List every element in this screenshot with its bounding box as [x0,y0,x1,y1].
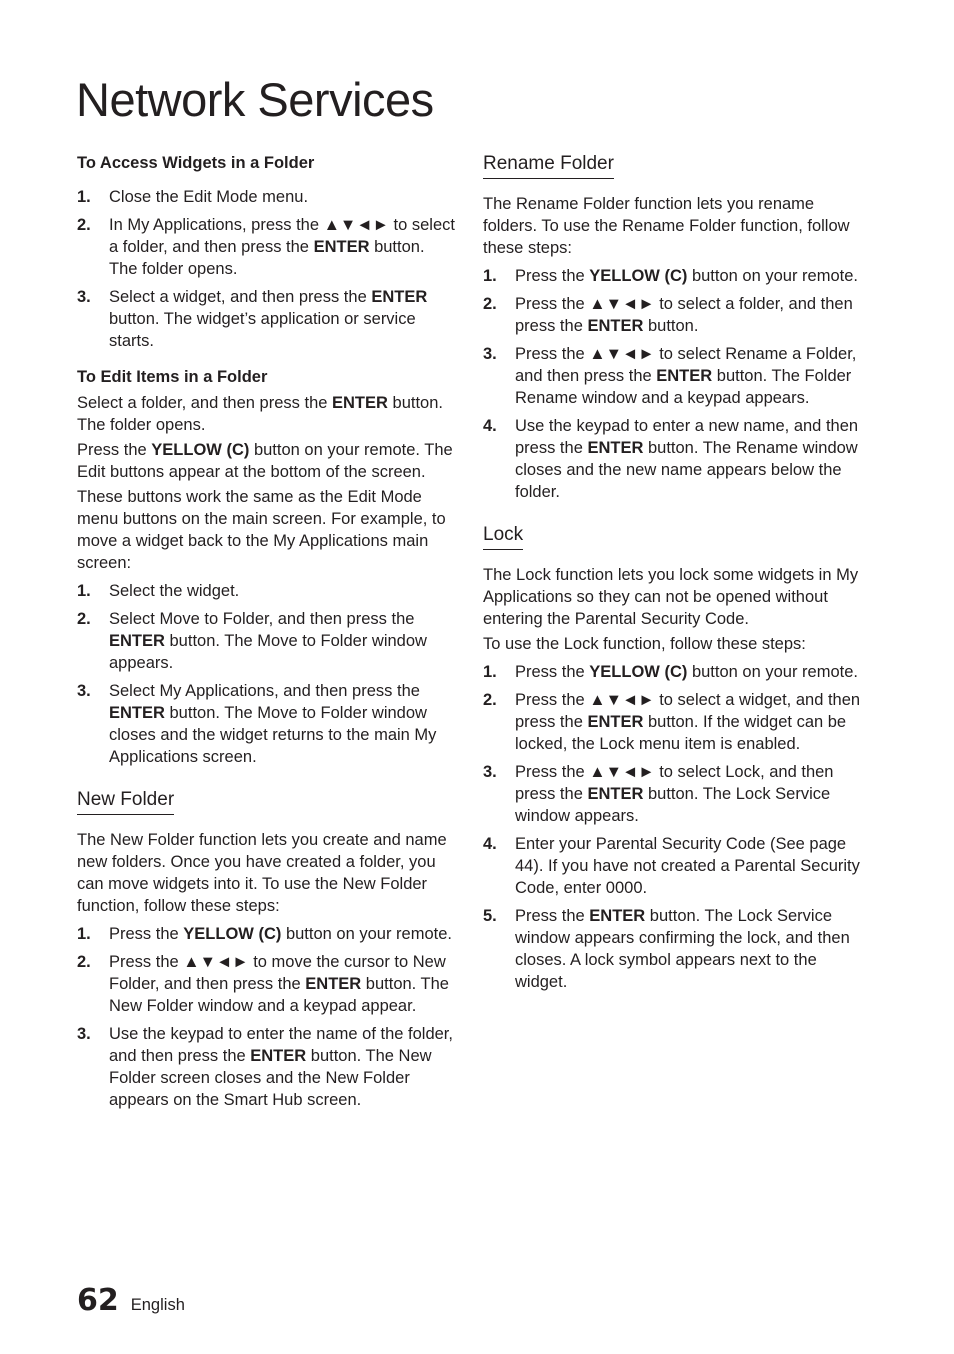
step-text: Select Move to Folder, and then press the [109,610,415,628]
step-number: 5. [483,907,497,925]
right-column [483,152,863,999]
rename-folder-steps [483,265,863,503]
button-name: ENTER [587,317,644,335]
step-number: 1. [483,267,497,285]
step-text: button. The Folder Rename window and a keypad appears. [515,367,852,407]
edit-paragraph-2: Press the YELLOW (C) button on your remote. The Edit buttons appear at the bottom of the screen. [77,441,453,481]
step-text: button. [643,317,699,335]
step-number: 3. [483,345,497,363]
page-title: Network Services [76,73,434,126]
edit-paragraph-1: Select a folder, and then press the ENTER button. The folder opens. [77,394,443,434]
step-text: Press the [109,925,184,943]
step-number: 2. [77,953,91,971]
button-name: ENTER [656,367,713,385]
step-text: In My Applications, press the ▲▼◄► to select a folder, and then press the [109,216,455,256]
lock-heading: Lock [483,523,523,550]
list-item [77,1023,457,1111]
step-number: 4. [483,835,497,853]
list-item [77,680,457,768]
list-item [77,286,457,352]
rename-folder-intro: The Rename Folder function lets you rename folders. To use the Rename Folder function, follow these steps: [483,195,850,257]
button-name: YELLOW (C) [589,663,688,681]
list-item [77,186,457,208]
step-text: button. The folder opens. [109,238,425,278]
step-number: 2. [483,295,497,313]
step-text: Press the ▲▼◄► to select a folder, and then press the [515,295,853,335]
step-text: Press the ▲▼◄► to select Rename a Folder, and then press the [515,345,857,385]
lock-steps [483,661,863,993]
button-name: ENTER [589,907,646,925]
button-name: ENTER [109,704,165,722]
step-text: button. The Lock Service window appears. [515,785,831,825]
button-name: ENTER [305,975,362,993]
button-name: ENTER [587,439,644,457]
step-text: Select a widget, and then press the [109,288,372,306]
language-label: English [130,1296,185,1314]
step-text: Select My Applications, and then press the [109,682,420,700]
step-text: button on your remote. [687,267,858,285]
step-text: button. The Move to Folder window appears. [109,632,427,672]
list-item [77,580,457,602]
button-name: YELLOW (C) [183,925,282,943]
step-text: Use the keypad to enter a new name, and then press the [515,417,859,457]
lock-intro-2: To use the Lock function, follow these steps: [483,635,806,653]
step-number: 2. [77,216,91,234]
step-text: Close the Edit Mode menu. [109,188,309,206]
page-footer [77,1283,185,1318]
step-text: button. The widget’s application or service starts. [109,310,416,350]
step-number: 2. [483,691,497,709]
button-name: ENTER [109,632,165,650]
button-name: ENTER [587,785,644,803]
new-folder-intro: The New Folder function lets you create and name new folders. Once you have created a folder, you can move widgets into it. To use the New Folder function, follow these steps: [77,831,447,915]
list-item [483,661,863,683]
step-text: Press the [515,663,590,681]
step-text: button on your remote. [281,925,452,943]
step-text: Press the ▲▼◄► to select a widget, and then press the [515,691,861,731]
list-item [483,293,863,337]
new-folder-steps [77,923,457,1111]
list-item [483,689,863,755]
step-number: 3. [483,763,497,781]
step-text: button on your remote. [687,663,858,681]
edit-paragraph-3: These buttons work the same as the Edit Mode menu buttons on the main screen. For example, to move a widget back to the My Applications main screen: [77,488,446,572]
list-item [483,343,863,409]
list-item [483,833,863,899]
list-item [483,415,863,503]
list-item [77,923,457,945]
button-name: ENTER [250,1047,307,1065]
step-text: Select the widget. [109,582,240,600]
list-item [483,265,863,287]
step-text: Press the [515,267,590,285]
step-number: 3. [77,288,91,306]
step-number: 3. [77,1025,91,1043]
page-number: 62 [77,1283,119,1318]
step-text: Enter your Parental Security Code (See page 44). If you have not created a Parental Security Code, enter 0000. [515,835,860,897]
left-column [77,152,457,1117]
button-name: ENTER [587,713,644,731]
step-text: button. The Rename window closes and the new name appears below the folder. [515,439,858,501]
list-item [483,761,863,827]
step-number: 1. [77,188,91,206]
button-name: YELLOW (C) [589,267,688,285]
step-text: Use the keypad to enter the name of the folder, and then press the [109,1025,453,1065]
step-text: Press the [515,907,590,925]
lock-intro: The Lock function lets you lock some widgets in My Applications so they can not be opened without entering the Parental Security Code. [483,566,859,628]
button-name: ENTER [371,288,428,306]
step-text: button. The New Folder screen closes and the New Folder appears on the Smart Hub screen. [109,1047,432,1109]
step-number: 4. [483,417,497,435]
step-text: button. The Move to Folder window closes and the widget returns to the main My Applications screen. [109,704,437,766]
list-item [483,905,863,993]
access-widgets-heading: To Access Widgets in a Folder [77,154,315,172]
step-number: 2. [77,610,91,628]
step-number: 3. [77,682,91,700]
edit-items-steps [77,580,457,768]
button-name: ENTER [313,238,370,256]
list-item [77,608,457,674]
new-folder-heading: New Folder [77,788,174,815]
step-text: Press the ▲▼◄► to select Lock, and then press the [515,763,834,803]
step-text: button. The Lock Service window appears confirming the lock, and then closes. A lock symbol appears next to the widget. [515,907,850,991]
edit-items-heading: To Edit Items in a Folder [77,368,268,386]
rename-folder-heading: Rename Folder [483,152,614,179]
step-number: 1. [483,663,497,681]
step-number: 1. [77,925,91,943]
step-text: Press the ▲▼◄► to move the cursor to New Folder, and then press the [109,953,446,993]
step-number: 1. [77,582,91,600]
step-text: button. The New Folder window and a keypad appear. [109,975,449,1015]
list-item [77,951,457,1017]
list-item [77,214,457,280]
access-widgets-steps [77,186,457,352]
step-text: button. If the widget can be locked, the Lock menu item is enabled. [515,713,847,753]
